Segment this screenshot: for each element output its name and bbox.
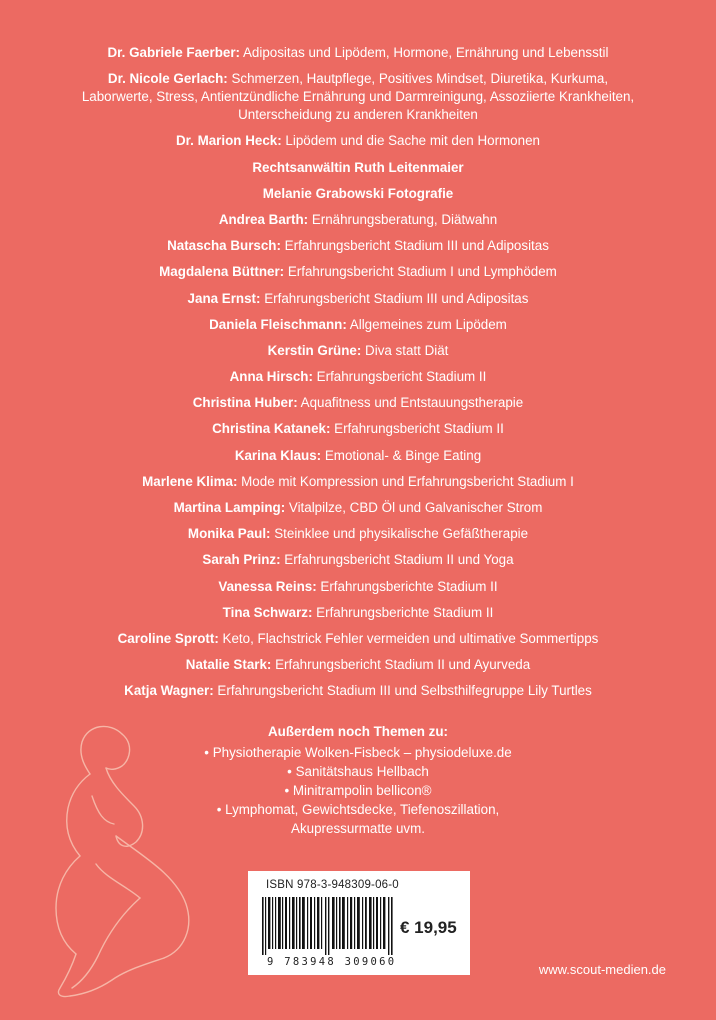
contributor-topics: Adipositas und Lipödem, Hormone, Ernährung und Lebensstil xyxy=(240,45,609,60)
topic-item: Akupressurmatte uvm. xyxy=(291,821,425,836)
topic-item: • Lymphomat, Gewichtsdecke, Tiefenoszillation, xyxy=(216,802,500,817)
contributor-topics: Erfahrungsbericht Stadium I und Lymphödem xyxy=(284,264,557,280)
isbn-barcode-box xyxy=(248,871,470,975)
contributor-topics: Mode mit Kompression und Erfahrungsbericht Stadium I xyxy=(237,473,574,489)
contributor-entry xyxy=(78,578,638,596)
contributor-topics: Erfahrungsbericht Stadium II und Yoga xyxy=(280,552,514,568)
contributor-entry xyxy=(78,185,638,203)
contributor-entry xyxy=(78,237,638,255)
contributor-entry xyxy=(78,682,638,700)
contributor-topics: Erfahrungsbericht Stadium III und Adipositas xyxy=(280,238,549,254)
contributor-name: Monika Paul: xyxy=(187,526,271,542)
barcode-digits: 9 783948 309060 xyxy=(267,956,397,968)
contributor-entry xyxy=(78,70,638,124)
contributor-entry xyxy=(78,525,638,543)
publisher-website: www.scout-medien.de xyxy=(538,962,666,977)
contributor-name: Dr. Gabriele Faerber: xyxy=(107,45,240,60)
contributor-name: Katja Wagner: xyxy=(124,683,214,699)
figure-leg-outline xyxy=(72,898,140,988)
contributor-name: Christina Huber: xyxy=(192,395,298,411)
contributor-name: Dr. Marion Heck: xyxy=(176,133,282,149)
contributor-topics: Erfahrungsbericht Stadium III und Adipositas xyxy=(260,290,529,306)
contributor-entry xyxy=(78,44,638,62)
figure-foot-outline xyxy=(58,954,76,997)
contributor-name: Andrea Barth: xyxy=(218,211,309,227)
contributor-name: Natalie Stark: xyxy=(185,657,272,673)
isbn-number: ISBN 978-3-948309-06-0 xyxy=(266,879,399,891)
contributor-name: Dr. Nicole Gerlach: xyxy=(107,71,228,87)
contributor-entry xyxy=(78,656,638,674)
contributor-name: Kerstin Grüne: xyxy=(267,342,362,358)
additional-topics xyxy=(0,722,716,838)
contributor-entry xyxy=(78,604,638,622)
contributor-topics: Aquafitness und Entstauungstherapie xyxy=(297,395,524,411)
contributor-topics: Keto, Flachstrick Fehler vermeiden und ultimative Sommertipps xyxy=(218,630,599,646)
contributor-entry xyxy=(78,394,638,412)
contributor-topics: Erfahrungsberichte Stadium II xyxy=(316,578,498,594)
contributor-entry xyxy=(78,132,638,150)
price-label: € 19,95 xyxy=(400,918,457,937)
topic-item: • Minitrampolin bellicon® xyxy=(284,783,432,798)
contributor-name: Tina Schwarz: xyxy=(222,604,313,620)
contributor-name: Natascha Bursch: xyxy=(167,238,281,254)
contributor-topics: Diva statt Diät xyxy=(361,342,449,358)
contributor-entry xyxy=(78,263,638,281)
contributor-topics: Vitalpilze, CBD Öl und Galvanischer Strom xyxy=(285,500,543,515)
contributor-name: Daniela Fleischmann: xyxy=(209,316,347,332)
figure-knee-outline xyxy=(96,864,140,898)
contributor-name: Christina Katanek: xyxy=(212,421,331,437)
contributor-topics: Erfahrungsbericht Stadium II und Ayurveda xyxy=(271,657,531,673)
contributor-name: Melanie Grabowski Fotografie xyxy=(262,185,454,201)
contributor-name: Magdalena Büttner: xyxy=(159,264,285,280)
contributor-topics: Erfahrungsbericht Stadium III und Selbsthilfegruppe Lily Turtles xyxy=(213,683,592,699)
contributor-entry xyxy=(78,316,638,334)
contributor-list xyxy=(0,44,716,709)
figure-thigh-outline xyxy=(116,836,189,958)
contributor-entry xyxy=(78,368,638,386)
contributor-entry xyxy=(78,630,638,648)
contributor-entry xyxy=(78,211,638,229)
contributor-entry xyxy=(78,159,638,177)
contributor-name: Karina Klaus: xyxy=(234,447,322,463)
contributor-name: Vanessa Reins: xyxy=(218,578,317,594)
contributor-entry xyxy=(78,499,638,517)
contributor-topics: Erfahrungsberichte Stadium II xyxy=(312,604,494,620)
contributor-topics: Erfahrungsbericht Stadium II xyxy=(312,369,487,385)
contributor-name: Marlene Klima: xyxy=(142,473,238,489)
contributor-name: Caroline Sprott: xyxy=(117,630,219,646)
contributor-name: Anna Hirsch: xyxy=(229,369,313,385)
contributor-entry xyxy=(78,551,638,569)
contributor-topics: Ernährungsberatung, Diätwahn xyxy=(308,211,498,227)
contributor-topics: Emotional- & Binge Eating xyxy=(321,447,482,463)
contributor-entry xyxy=(78,342,638,360)
contributor-topics: Erfahrungsbericht Stadium II xyxy=(330,421,504,437)
figure-hip-outline xyxy=(56,856,80,954)
topic-item: • Sanitätshaus Hellbach xyxy=(287,764,429,779)
contributor-topics: Allgemeines zum Lipödem xyxy=(346,316,507,332)
contributor-name: Sarah Prinz: xyxy=(202,552,281,568)
contributor-topics: Schmerzen, Hautpflege, Positives Mindset, Diuretika, Kurkuma, Laborwerte, Stress, Antientzündliche Ernährung und Darmreinigung, Assoziierte Krankheiten, Unterscheidung zu anderen Krankheiten xyxy=(81,71,635,123)
contributor-entry xyxy=(78,290,638,308)
contributor-name: Martina Lamping: xyxy=(173,500,286,515)
contributor-entry xyxy=(78,420,638,438)
contributor-name: Jana Ernst: xyxy=(187,290,261,306)
barcode-graphic xyxy=(262,897,394,955)
contributor-entry xyxy=(78,473,638,491)
contributor-topics: Steinklee und physikalische Gefäßtherapie xyxy=(270,526,529,542)
additional-topics-heading: Außerdem noch Themen zu: xyxy=(267,724,449,739)
contributor-entry xyxy=(78,447,638,465)
contributor-topics: Lipödem und die Sache mit den Hormonen xyxy=(281,133,540,149)
topic-item: • Physiotherapie Wolken-Fisbeck – physiodeluxe.de xyxy=(204,745,512,760)
contributor-name: Rechtsanwältin Ruth Leitenmaier xyxy=(252,159,464,175)
